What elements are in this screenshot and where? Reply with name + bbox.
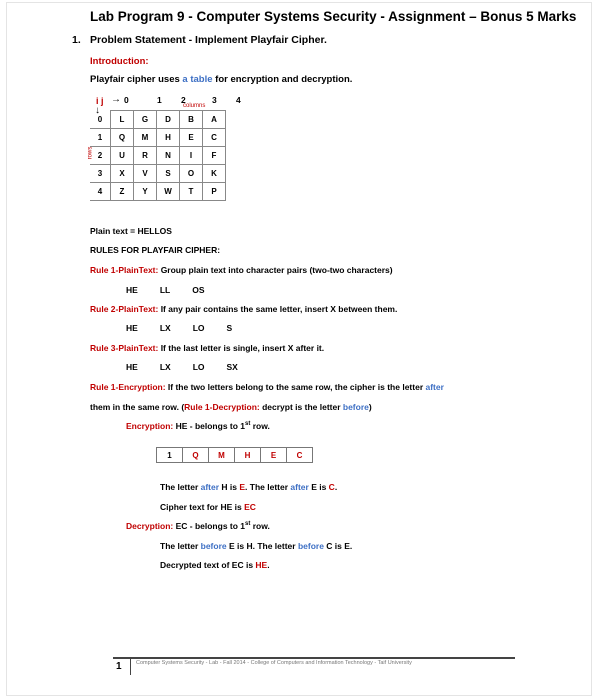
down-arrow-icon: ↓	[95, 105, 100, 116]
footer-text: Computer Systems Security - Lab - Fall 2014 - College of Computers and Information Technology - Taif University	[136, 660, 412, 666]
page-number: 1	[116, 661, 122, 672]
matrix-ij-label: i j	[96, 96, 104, 106]
pair: HE	[126, 285, 138, 295]
pair: SX	[226, 362, 238, 372]
column-header: 0	[124, 95, 129, 105]
encryption-rule-line2: them in the same row. (Rule 1-Decryption: decrypt is the letter before)	[90, 402, 372, 412]
matrix-cell: B	[180, 111, 203, 129]
playfair-matrix	[90, 110, 226, 201]
rule2-pairs	[126, 323, 254, 333]
matrix-cell: S	[157, 165, 180, 183]
matrix-row	[90, 147, 226, 165]
matrix-cell: A	[203, 111, 226, 129]
row-index: 3	[90, 165, 111, 183]
matrix-cell: T	[180, 183, 203, 201]
pair: S	[226, 323, 233, 333]
pair: LX	[159, 323, 171, 333]
encryption-line: Encryption: HE - belongs to 1st row.	[126, 421, 270, 431]
matrix-cell: I	[180, 147, 203, 165]
matrix-cell: W	[157, 183, 180, 201]
decryption-explanation: The letter before E is H. The letter before C is E.	[160, 541, 353, 551]
pair: LO	[192, 323, 205, 333]
introduction-label: Introduction:	[90, 56, 149, 67]
intro-text: Playfair cipher uses a table for encryption and decryption.	[90, 74, 353, 85]
column-header: 3	[212, 95, 217, 105]
matrix-cell: K	[203, 165, 226, 183]
row-index: 1	[90, 129, 111, 147]
page-title: Lab Program 9 - Computer Systems Security - Assignment – Bonus 5 Marks	[90, 9, 577, 24]
matrix-cell: F	[203, 147, 226, 165]
row-index: 0	[90, 111, 111, 129]
matrix-cell: O	[180, 165, 203, 183]
intro-link-text: a table	[182, 74, 213, 85]
matrix-cell: U	[111, 147, 134, 165]
matrix-cell: X	[111, 165, 134, 183]
matrix-cell: C	[203, 129, 226, 147]
matrix-cell: D	[157, 111, 180, 129]
matrix-cell: V	[134, 165, 157, 183]
matrix-cell: Z	[111, 183, 134, 201]
matrix-row	[90, 183, 226, 201]
pair: OS	[192, 285, 205, 295]
rule1-plaintext: Rule 1-PlainText: Group plain text into character pairs (two-two characters)	[90, 265, 393, 275]
rules-title: RULES FOR PLAYFAIR CIPHER:	[90, 245, 221, 255]
decryption-line: Decryption: EC - belongs to 1st row.	[126, 521, 270, 531]
matrix-cell: G	[134, 111, 157, 129]
matrix-cell: P	[203, 183, 226, 201]
rule3-pairs	[126, 362, 260, 372]
rule3-plaintext: Rule 3-PlainText: If the last letter is single, insert X after it.	[90, 343, 325, 353]
problem-text: Problem Statement - Implement Playfair Cipher.	[90, 34, 327, 46]
pair: HE	[126, 323, 138, 333]
row-index: 4	[90, 183, 111, 201]
row-box-cell: M	[209, 448, 235, 463]
matrix-row	[90, 165, 226, 183]
matrix-row	[90, 129, 226, 147]
problem-number: 1.	[72, 34, 81, 46]
matrix-cell: E	[180, 129, 203, 147]
row-index: 2	[90, 147, 111, 165]
encryption-explanation: The letter after H is E. The letter after E is C.	[160, 482, 338, 492]
pair: HE	[126, 362, 138, 372]
row-box-cell: Q	[183, 448, 209, 463]
column-header: 2	[181, 95, 186, 105]
rule2-plaintext: Rule 2-PlainText: If any pair contains the same letter, insert X between them.	[90, 304, 398, 314]
rule1-pairs	[126, 285, 226, 295]
footer-rule	[113, 657, 515, 659]
matrix-cell: N	[157, 147, 180, 165]
matrix-row	[90, 111, 226, 129]
encryption-rule-line1: Rule 1-Encryption: If the two letters belong to the same row, the cipher is the letter after	[90, 382, 444, 392]
pair: LO	[192, 362, 205, 372]
column-header: 4	[236, 95, 241, 105]
row-box-cell: C	[287, 448, 313, 463]
matrix-cell: L	[111, 111, 134, 129]
row-box-cell: H	[235, 448, 261, 463]
row-one-box	[156, 447, 313, 463]
problem-statement	[72, 34, 327, 46]
row-box-index: 1	[157, 448, 183, 463]
matrix-cell: H	[157, 129, 180, 147]
footer-separator	[130, 659, 131, 675]
rows-label: rows	[87, 146, 94, 160]
matrix-cell: Y	[134, 183, 157, 201]
matrix-cell: Q	[111, 129, 134, 147]
matrix-cell: R	[134, 147, 157, 165]
decrypted-text-line: Decrypted text of EC is HE.	[160, 560, 270, 570]
plain-text-label: Plain text = HELLOS	[90, 226, 172, 236]
column-header: 1	[157, 95, 162, 105]
pair: LX	[159, 362, 171, 372]
pair: LL	[159, 285, 171, 295]
row-box-cell: E	[261, 448, 287, 463]
matrix-cell: M	[134, 129, 157, 147]
right-arrow-icon: →	[111, 94, 121, 105]
columns-label: columns	[183, 103, 206, 109]
cipher-text-line: Cipher text for HE is EC	[160, 502, 256, 512]
